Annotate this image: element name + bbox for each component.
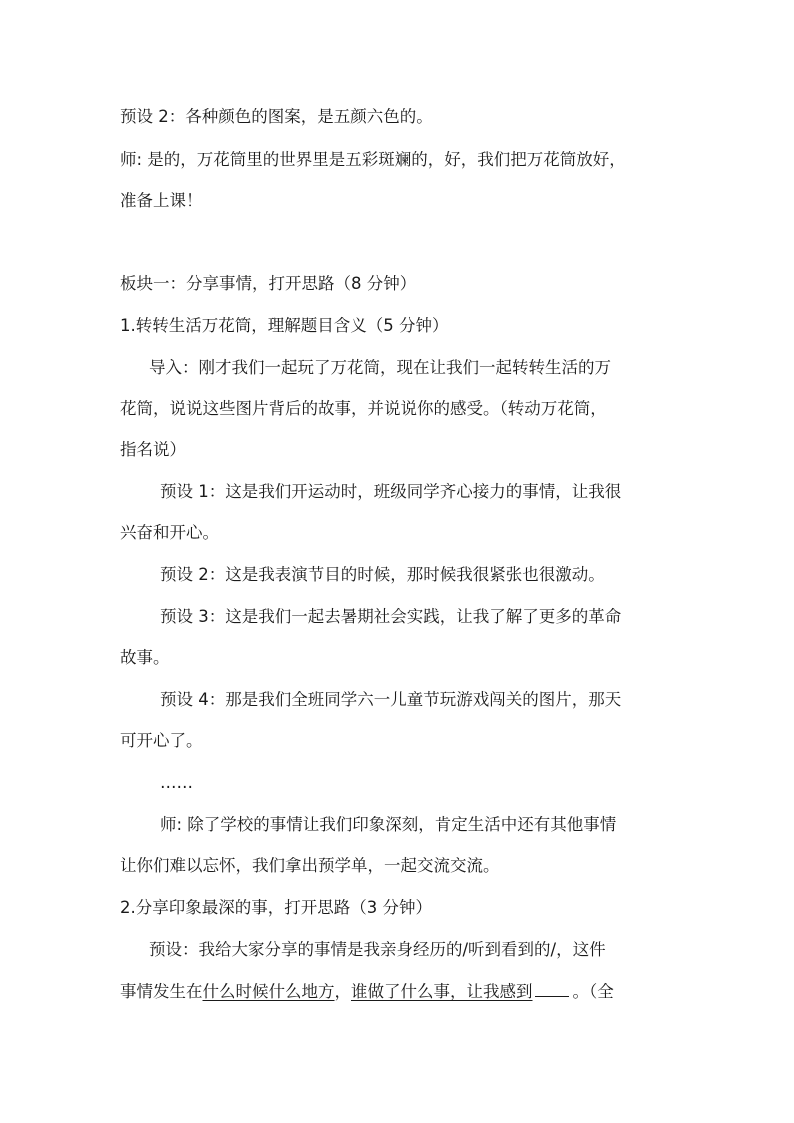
fill-in-blank bbox=[535, 980, 569, 997]
underlined-segment: 谁做了什么事，让我感到 bbox=[351, 982, 533, 1001]
paragraph-line: 师: 是的，万花筒里的世界里是五彩斑斓的，好，我们把万花筒放好， bbox=[120, 150, 626, 169]
section-heading: 板块一：分享事情，打开思路（8 分钟） bbox=[120, 274, 417, 293]
paragraph-line: 故事。 bbox=[120, 648, 170, 667]
paragraph-line: 准备上课！ bbox=[120, 191, 203, 210]
paragraph-line: 预设：我给大家分享的事情是我亲身经历的/听到看到的/，这件 bbox=[149, 940, 606, 959]
paragraph-line: 预设 2：这是我表演节目的时候，那时候我很紧张也很激动。 bbox=[160, 565, 605, 584]
text-segment: 事情发生在 bbox=[120, 982, 203, 1001]
underlined-segment: 什么时候什么地方 bbox=[202, 982, 335, 1001]
subsection-heading: 1.转转生活万花筒，理解题目含义（5 分钟） bbox=[120, 316, 449, 335]
text-segment: ， bbox=[334, 982, 351, 1001]
paragraph-line: 预设 1：这是我们开运动时，班级同学齐心接力的事情，让我很 bbox=[160, 482, 622, 501]
paragraph-line: 可开心了。 bbox=[120, 731, 203, 750]
paragraph-line-with-blanks bbox=[120, 980, 700, 1003]
paragraph-line: 预设 2：各种颜色的图案，是五颜六色的。 bbox=[120, 107, 433, 126]
paragraph-line: 兴奋和开心。 bbox=[120, 523, 219, 542]
text-segment: 。（全 bbox=[572, 982, 614, 1001]
paragraph-line: 花筒，说说这些图片背后的故事，并说说你的感受。（转动万花筒， bbox=[120, 399, 607, 418]
paragraph-line: 预设 4：那是我们全班同学六一儿童节玩游戏闯关的图片，那天 bbox=[160, 690, 622, 709]
paragraph-line: 预设 3：这是我们一起去暑期社会实践，让我了解了更多的革命 bbox=[160, 607, 622, 626]
paragraph-line: 师: 除了学校的事情让我们印象深刻，肯定生活中还有其他事情 bbox=[160, 815, 617, 834]
paragraph-line: 导入：刚才我们一起玩了万花筒，现在让我们一起转转生活的万 bbox=[149, 358, 611, 377]
subsection-heading: 2.分享印象最深的事，打开思路（3 分钟） bbox=[120, 898, 432, 917]
ellipsis-line: …… bbox=[160, 773, 193, 792]
paragraph-line: 让你们难以忘怀，我们拿出预学单，一起交流交流。 bbox=[120, 856, 500, 875]
paragraph-line: 指名说） bbox=[120, 440, 186, 459]
